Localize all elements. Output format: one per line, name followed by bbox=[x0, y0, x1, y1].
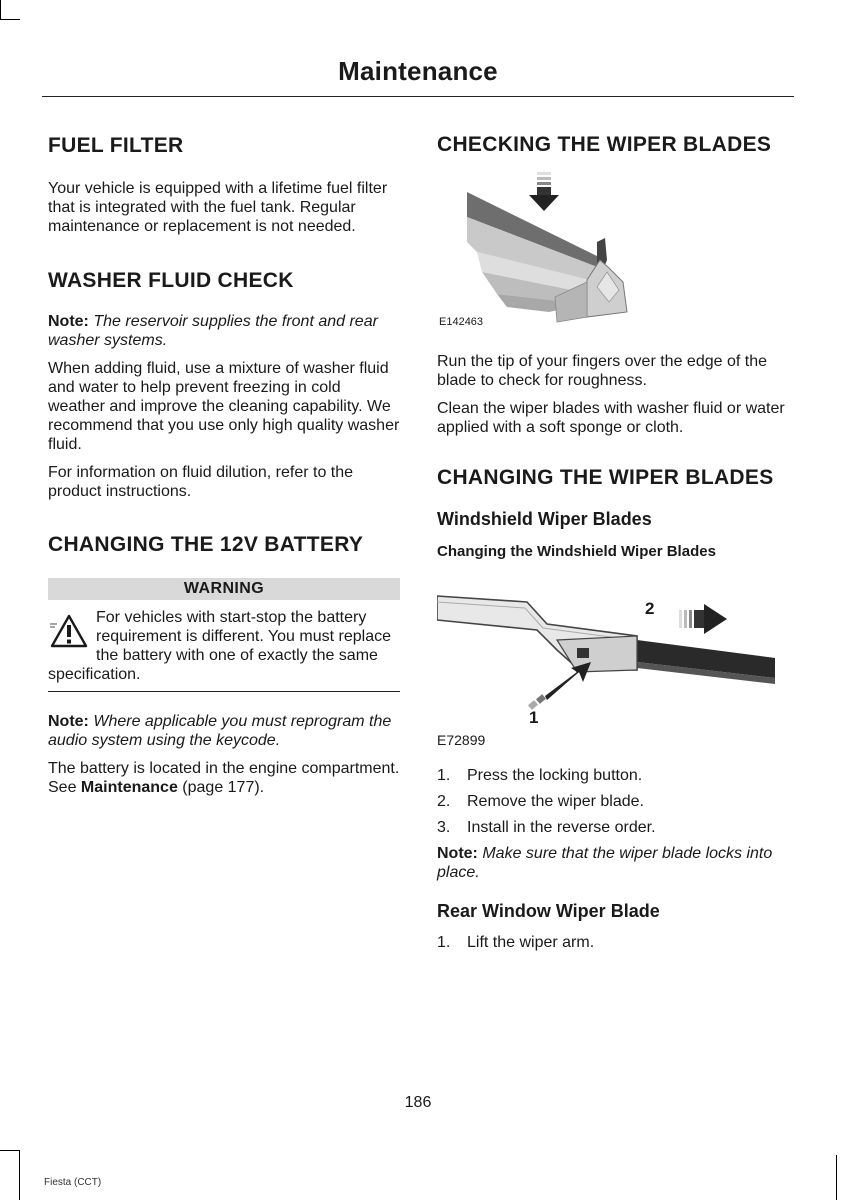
list-item: 1. Lift the wiper arm. bbox=[437, 934, 595, 951]
note-label: Note: bbox=[48, 713, 89, 730]
footer-model: Fiesta (CCT) bbox=[44, 1177, 102, 1188]
note-text: Make sure that the wiper blade locks into place. bbox=[437, 845, 773, 881]
figure-code: E72899 bbox=[437, 732, 486, 748]
rear-wiper-steps-list bbox=[437, 933, 789, 952]
list-item: 3. Install in the reverse order. bbox=[437, 819, 656, 836]
checking-body-2: Clean the wiper blades with washer fluid or water applied with a soft sponge or cloth. bbox=[437, 400, 785, 436]
maintenance-cross-reference-link[interactable]: Maintenance bbox=[80, 779, 178, 796]
warning-box bbox=[48, 578, 400, 692]
washer-body-2: For information on fluid dilution, refer to the product instructions. bbox=[48, 464, 354, 500]
note-label: Note: bbox=[48, 313, 89, 330]
fuel-filter-heading: FUEL FILTER bbox=[48, 134, 184, 157]
checking-body-1: Run the tip of your fingers over the edge of the blade to check for roughness. bbox=[437, 353, 767, 389]
battery-note bbox=[48, 712, 400, 750]
fuel-filter-body: Your vehicle is equipped with a lifetime fuel filter that is integrated with the fuel tank. Regular maintenance or replacement is not needed. bbox=[48, 180, 388, 235]
battery-location-body bbox=[48, 759, 400, 797]
warning-triangle-icon bbox=[48, 610, 90, 654]
crop-mark bbox=[0, 0, 1, 20]
battery-body-page-ref: (page 177). bbox=[177, 779, 265, 796]
crop-mark bbox=[0, 1150, 20, 1151]
callout-2: 2 bbox=[645, 599, 655, 618]
left-column bbox=[48, 130, 400, 797]
washer-body-1: When adding fluid, use a mixture of washer fluid and water to help prevent freezing in cold weather and improve the cleaning capability. We recommend that you use only high quality washer fluid. bbox=[48, 360, 400, 453]
washer-fluid-heading: WASHER FLUID CHECK bbox=[48, 269, 294, 292]
crop-mark bbox=[836, 1155, 837, 1200]
washer-note bbox=[48, 312, 400, 350]
battery-heading: CHANGING THE 12V BATTERY bbox=[48, 533, 364, 556]
crop-mark bbox=[19, 1150, 20, 1200]
changing-wiper-heading: CHANGING THE WIPER BLADES bbox=[437, 466, 774, 489]
warning-body bbox=[48, 600, 400, 684]
page-number: 186 bbox=[404, 1094, 432, 1111]
checking-wiper-heading: CHECKING THE WIPER BLADES bbox=[437, 133, 772, 156]
wiper-arm-illustration bbox=[437, 580, 777, 740]
list-item: 1. Press the locking button. bbox=[437, 767, 643, 784]
note-text: The reservoir supplies the front and rear washer systems. bbox=[48, 313, 378, 349]
rear-wiper-subheading: Rear Window Wiper Blade bbox=[437, 901, 660, 921]
figure-code: E142463 bbox=[439, 316, 484, 328]
warning-divider bbox=[48, 691, 400, 692]
warning-text: For vehicles with start-stop the battery requirement is different. You must replace the battery with one of exactly the same specification. bbox=[48, 609, 391, 683]
warning-title: WARNING bbox=[48, 578, 400, 600]
wiper-blade-check-figure bbox=[437, 172, 637, 344]
page-title: Maintenance bbox=[338, 56, 498, 86]
wiper-blade-illustration bbox=[437, 172, 637, 332]
note-label: Note: bbox=[437, 845, 478, 862]
wiper-steps-list bbox=[437, 766, 789, 837]
wiper-note bbox=[437, 844, 789, 882]
changing-windshield-subheading: Changing the Windshield Wiper Blades bbox=[437, 543, 716, 560]
header-divider bbox=[42, 96, 794, 97]
windshield-wiper-subheading: Windshield Wiper Blades bbox=[437, 509, 652, 529]
list-item: 2. Remove the wiper blade. bbox=[437, 793, 644, 810]
crop-mark bbox=[0, 19, 20, 20]
battery-body-text: The battery is located in the engine compartment. See bbox=[48, 760, 400, 796]
note-text: Where applicable you must reprogram the audio system using the keycode. bbox=[48, 713, 392, 749]
right-column bbox=[437, 130, 789, 952]
wiper-removal-figure bbox=[437, 580, 777, 762]
callout-1: 1 bbox=[529, 708, 539, 727]
